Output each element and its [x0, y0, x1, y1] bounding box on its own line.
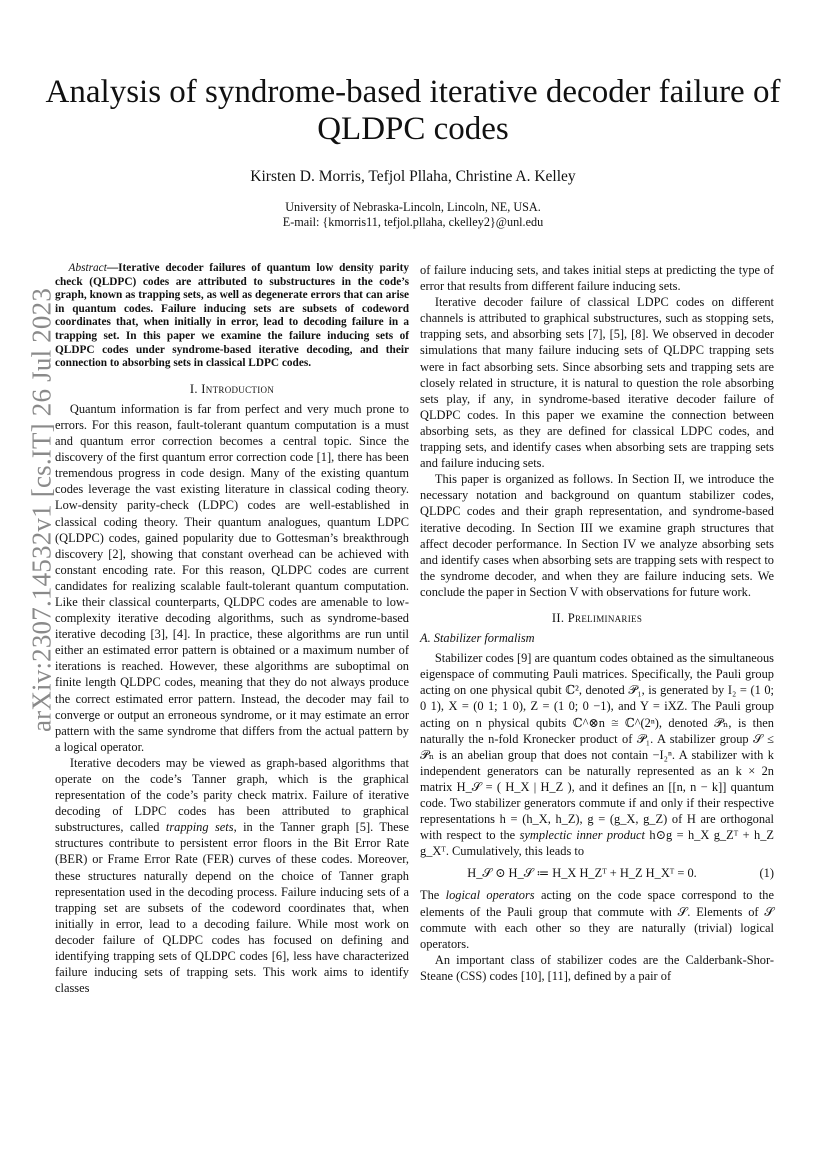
intro-paragraph-4: This paper is organized as follows. In Section II, we introduce the necessary notation and background on quantum stabilizer codes, QLDPC codes and their graph representation, and syndrome-based iterative decoding. In Section III we examine graph structures that affect decoder performance. In Section IV we analyze absorbing sets and identify cases when absorbing sets are trapping sets with respect to the syndrome decoder, and when they are failure inducing sets. We conclude the paper in Section V with observations for future work.	[420, 472, 774, 599]
equation-body: H_𝒮 ⊙ H_𝒮 ≔ H_X H_Zᵀ + H_Z H_Xᵀ = 0.	[467, 866, 697, 881]
intro-paragraph-1: Quantum information is far from perfect and very much prone to errors. For this reason, fault-tolerant quantum computation is a must and quantum error correction becomes a central topic. Since the discovery of the first quantum error correction code [1], there has been tremendous progress in code design. Many of the existing quantum codes leverage the vast existing literature in classical coding theory. Low-density parity-check (LDPC) codes are well-established in classical coding theory. Their quantum analogues, quantum LDPC (QLDPC) codes, gained popularity due to Gottesman’s breakthrough discovery [2], showing that constant overhead can be achieved with constant encoding rate. For this reason, QLDPC codes are current candidates for realizing scalable fault-tolerant quantum computation. Like their classical counterparts, QLDPC codes are amenable to low-complexity iterative decoding algorithms, such as syndrome-based iterative decoding [3], [4]. In practice, these algorithms are run until either an estimated error pattern is obtained or a maximum number of iterations is reached. However, these algorithms are suboptimal on finite length QLDPC codes, meaning that they do not always produce the correct estimated error pattern. Instead, the decoder may fail to converge or output an erroneous syndrome, or it may estimate an error pattern with the same syndrome that differs from the actual pattern by a logical operator.	[55, 401, 409, 754]
abstract-text: —Iterative decoder failures of quantum low density parity check (QLDPC) codes are attributed to substructures in the code’s graph, known as trapping sets, as well as degenerate errors that can arise in quantum codes. Failure inducing sets are subsets of codeword coordinates that, when initially in error, lead to decoding failure in a trapping set. In this paper we examine the failure inducing sets of QLDPC codes under syndrome-based iterative decoding, and their connection to absorbing sets in classical LDPC codes.	[55, 262, 409, 370]
symplectic-term: symplectic inner product	[519, 828, 645, 843]
intro-paragraph-2: Iterative decoders may be viewed as graph-based algorithms that operate on the code’s Tanner graph, which is the graphical representation of the code’s parity check matrix. Failure of iterative decoding of LDPC codes has been attributed to graphical substructures, called trapping sets, in the Tanner graph [5]. These structures contribute to persistent error floors in the Bit Error Rate (BER) or Frame Error Rate (FER) curves of these codes. Moreover, these structures naturally depend on the choice of Tanner graph representation used in the decoding process. Failure inducing sets of a trapping set are subsets of the codeword coordinates that, when initially in error, lead to a decoding failure. While most work on decoder failure of QLDPC codes has focused on defining and identifying trapping sets of QLDPC codes [6], less have characterized failure inducing sets of trapping sets. This work aims to identify classes	[55, 755, 409, 996]
prelim-paragraph-2: The logical operators acting on the code space correspond to the elements of the Pauli group that commute with 𝒮. Elements of 𝒮 commute with each other so they are naturally (trivial) logical operators.	[420, 888, 774, 951]
affiliation: University of Nebraska-Lincoln, Lincoln, NE, USA.	[285, 200, 541, 214]
prelim-paragraph-1: Stabilizer codes [9] are quantum codes obtained as the simultaneous eigenspace of commuting Pauli matrices. Specifically, the Pauli group acting on one physical qubit ℂ², denoted 𝒫₁, is generated by I₂ = (1 0; 0 1), X = (0 1; 1 0), Z = (1 0; 0 −1), and Y = iXZ. The Pauli group acting on n physical qubits ℂ^⊗n ≅ ℂ^(2ⁿ), denoted 𝒫ₙ, is then naturally the n-fold Kronecker product of 𝒫₁. A stabilizer group 𝒮 ≤ 𝒫ₙ is an abelian group that does not contain −I₂ⁿ. A stabilizer with k independent generators can be naturally represented as an k × 2n matrix H_𝒮 = ( H_X | H_Z ), and it defines an [[n, n − k]] quantum code. Two stabilizer generators commute if and only if their respective representations h = (h_X, h_Z), g = (g_X, g_Z) of H are orthogonal with respect to the symplectic inner product h⊙g = h_X g_Zᵀ + h_Z g_Xᵀ. Cumulatively, this leads to	[420, 651, 774, 859]
logical-operators-term: logical operators	[445, 888, 535, 903]
section-heading-preliminaries: II. Preliminaries	[551, 610, 643, 625]
author-list: Kirsten D. Morris, Tefjol Pllaha, Christine A. Kelley	[250, 168, 576, 185]
abstract	[55, 262, 409, 371]
paper-title: Analysis of syndrome-based iterative decoder failure of QLDPC codes	[45, 74, 781, 147]
arxiv-stamp: arXiv:2307.14532v1 [cs.IT] 26 Jul 2023	[26, 287, 57, 733]
left-column	[55, 262, 409, 996]
section-heading-introduction: I. Introduction	[189, 381, 275, 396]
equation-1	[420, 865, 774, 881]
abstract-lead: Abstract	[68, 262, 107, 274]
trapping-sets-term: trapping sets	[165, 820, 234, 835]
affiliation-block	[40, 200, 786, 230]
prelim-paragraph-3: An important class of stabilizer codes are the Calderbank-Shor-Steane (CSS) codes [10], [11], defined by a pair of	[420, 952, 774, 983]
intro-paragraph-3: Iterative decoder failure of classical LDPC codes on different channels is attributed to graphical substructures, such as stopping sets, trapping sets, and absorbing sets [7], [5], [8]. We observed in decoder simulations that many failure inducing sets of QLDPC trapping sets were in fact absorbing sets. Since absorbing sets and trapping sets are closely related in structure, it is natural to question the role absorbing sets play, if any, in syndrome-based iterative decoder failure of QLDPC codes. In this paper we examine the connection between absorbing sets, as they are defined for classical LDPC codes, and trapping sets, and identify cases when absorbing sets are trapping sets and failure inducing sets.	[420, 295, 774, 471]
email: E-mail: {kmorris11, tefjol.pllaha, ckelley2}@unl.edu	[282, 215, 544, 229]
intro-paragraph-2-continued: of failure inducing sets, and takes initial steps at predicting the type of error that results from different failure inducing sets.	[420, 263, 774, 294]
subsection-heading-stabilizer: A. Stabilizer formalism	[420, 631, 535, 646]
right-column	[420, 262, 774, 984]
equation-number: (1)	[759, 866, 774, 881]
